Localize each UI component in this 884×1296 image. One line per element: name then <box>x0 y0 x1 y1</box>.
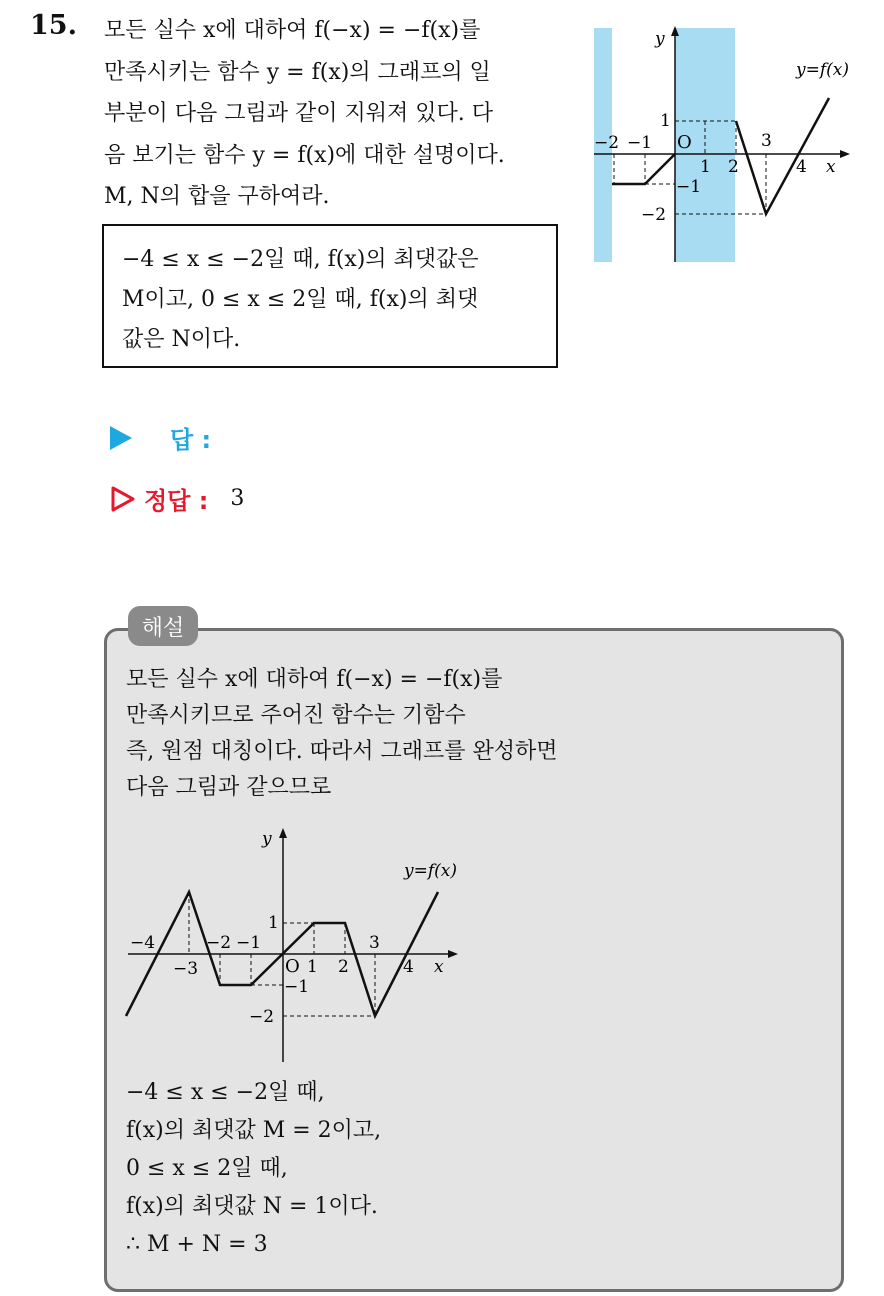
x-axis-label: x <box>434 957 444 977</box>
origin-label: O <box>677 132 692 153</box>
x-tick-label: 1 <box>307 957 318 977</box>
correct-answer-row <box>110 481 244 516</box>
y-axis-arrow <box>279 828 287 838</box>
condition-line: M이고, 0 ≤ x ≤ 2일 때, f(x)의 최댓 <box>122 287 479 312</box>
solution-line: 즉, 원점 대칭이다. 따라서 그래프를 완성하면 <box>126 739 558 764</box>
question-line: 만족시키는 함수 y = f(x)의 그래프의 일 <box>104 59 491 85</box>
question-line: 모든 실수 x에 대하여 f(−x) = −f(x)를 <box>104 18 481 43</box>
x-axis-arrow <box>448 950 458 958</box>
x-tick-label: 3 <box>761 131 772 151</box>
y-axis-label: y <box>655 29 665 49</box>
x-tick-label: −2 <box>594 133 620 153</box>
condition-box <box>102 224 558 368</box>
solution-line: 만족시키므로 주어진 함수는 기함수 <box>126 703 466 728</box>
y-axis-label: y <box>262 829 272 849</box>
y-tick-label: −1 <box>676 177 702 197</box>
solution-text <box>126 662 558 806</box>
y-tick-label: −1 <box>284 977 310 997</box>
curve-label: y=f(x) <box>404 861 457 881</box>
y-tick-label: 1 <box>268 913 279 933</box>
x-tick-label: 2 <box>338 957 349 977</box>
x-axis-label: x <box>826 157 836 177</box>
y-tick-label: −2 <box>641 205 667 225</box>
solution-line: 0 ≤ x ≤ 2일 때, <box>126 1156 288 1181</box>
question-line: 부분이 다음 그림과 같이 지워져 있다. 다 <box>104 101 493 126</box>
x-tick-label: 2 <box>728 157 739 177</box>
condition-line: 값은 N이다. <box>122 327 241 352</box>
condition-line: −4 ≤ x ≤ −2일 때, f(x)의 최댓값은 <box>122 247 479 272</box>
solution-line: ∴ M + N = 3 <box>126 1232 268 1257</box>
curve-left-piece <box>612 154 675 184</box>
question-line: 음 보기는 함수 y = f(x)에 대한 설명이다. <box>104 142 505 168</box>
question-number: 15. <box>30 10 77 41</box>
question-line: M, N의 합을 구하여라. <box>104 184 330 209</box>
x-tick-label: −2 <box>206 933 232 953</box>
solution-tag: 해설 <box>128 606 198 646</box>
x-tick-label: 4 <box>403 957 414 977</box>
correct-answer-value: 3 <box>230 486 245 511</box>
x-tick-label: −1 <box>236 933 262 953</box>
curve-label: y=f(x) <box>796 60 849 80</box>
solution-line: f(x)의 최댓값 N = 1이다. <box>126 1194 378 1219</box>
x-axis-arrow <box>840 150 850 158</box>
answer-row <box>110 420 211 455</box>
question-text <box>104 10 574 218</box>
answer-triangle-icon <box>110 426 132 450</box>
solution-line: f(x)의 최댓값 M = 2이고, <box>126 1118 382 1143</box>
correct-triangle-icon <box>110 485 136 513</box>
solution-line: 모든 실수 x에 대하여 f(−x) = −f(x)를 <box>126 667 503 692</box>
correct-answer-label: 정답 : <box>144 487 209 515</box>
x-tick-label: 1 <box>700 157 711 177</box>
x-tick-label: −4 <box>130 933 156 953</box>
solution-conclusion <box>126 1074 381 1264</box>
origin-label: O <box>285 956 300 977</box>
solution-graph <box>118 820 478 1070</box>
curve-right-piece <box>736 98 829 214</box>
solution-line: −4 ≤ x ≤ −2일 때, <box>126 1080 325 1105</box>
x-tick-label: −3 <box>173 959 199 979</box>
x-tick-label: 4 <box>796 157 807 177</box>
y-tick-label: −2 <box>249 1007 275 1027</box>
x-tick-label: 3 <box>369 933 380 953</box>
question-graph <box>586 20 866 270</box>
answer-label: 답 : <box>170 426 212 454</box>
x-tick-label: −1 <box>627 133 653 153</box>
solution-line: 다음 그림과 같으므로 <box>126 775 332 800</box>
y-tick-label: 1 <box>660 111 671 131</box>
